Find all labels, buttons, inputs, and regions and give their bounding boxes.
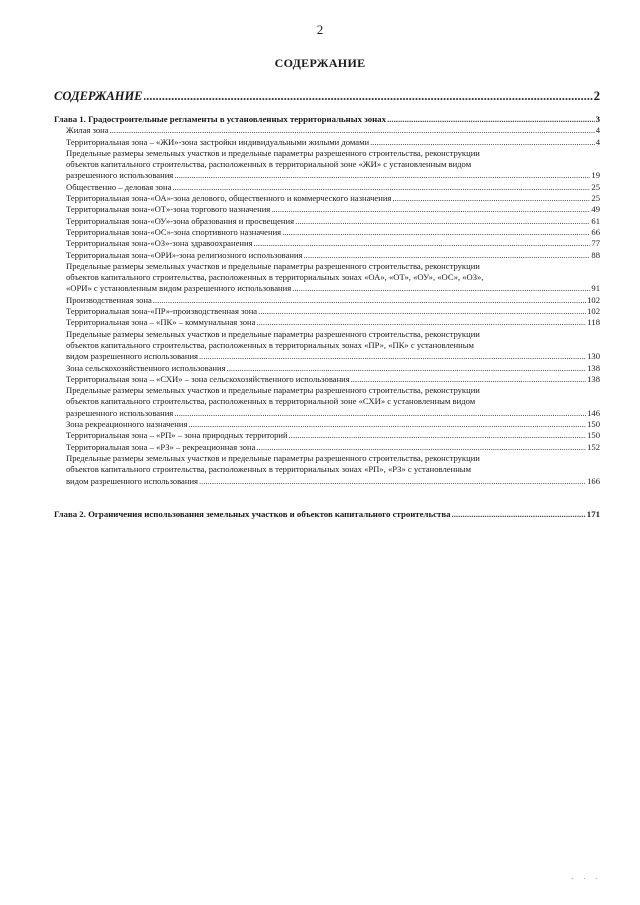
- toc-entry[interactable]: [54, 193, 600, 204]
- toc-entry-title: Территориальная зона – «ПК» – коммунальная зона: [66, 317, 256, 328]
- toc-entry[interactable]: [54, 182, 600, 193]
- toc-entry-page: 138: [587, 362, 600, 373]
- toc-entry-last-line: [66, 283, 600, 294]
- toc-entry-page: 77: [591, 238, 600, 249]
- toc-entry-line: объектов капитального строительства, расположенных в территориальной зоне «СХИ» с установленным видом: [66, 396, 476, 407]
- toc-entry-line: объектов капитального строительства, расположенных в территориальных зонах «РП», «РЗ» с установленным: [66, 464, 472, 475]
- toc-main-page: 2: [593, 89, 600, 103]
- dot-leader: [254, 238, 591, 249]
- toc-entry-title: Территориальная зона-«ОС»-зона спортивного назначения: [66, 226, 282, 237]
- dot-leader: [452, 509, 586, 520]
- toc-chapter-2[interactable]: [54, 509, 600, 520]
- toc-chapter-1[interactable]: [54, 114, 600, 125]
- toc-entry-last-line: [66, 351, 600, 362]
- toc-entry[interactable]: [54, 306, 600, 317]
- toc-entry-title: Территориальная зона-«ОРИ»-зона религиозного использования: [66, 249, 303, 260]
- toc-entry-title: разрешенного использования: [66, 170, 174, 181]
- dot-leader: [174, 170, 590, 181]
- dot-leader: [153, 295, 586, 306]
- toc-entry-page: 91: [591, 283, 600, 294]
- toc-entry[interactable]: [54, 238, 600, 249]
- toc-entry-title: Территориальная зона-«ОТ»-зона торгового назначения: [66, 204, 271, 215]
- toc-entry-title: Территориальная зона – «РЗ» – рекреационная зона: [66, 441, 256, 452]
- dot-leader: [256, 317, 586, 328]
- toc-chapter-1-title: Глава 1. Градостроительные регламенты в установленных территориальных зонах: [54, 114, 386, 124]
- toc-entry-line: Предельные размеры земельных участков и предельные параметры разрешенного строительства, реконструкции: [66, 328, 480, 339]
- toc-entry-page: 25: [591, 181, 600, 192]
- toc-entry-page: 146: [587, 407, 600, 418]
- dot-leader: [199, 351, 586, 362]
- page-number: 2: [316, 22, 324, 37]
- toc-entry-page: 61: [591, 215, 600, 226]
- toc-entry[interactable]: [54, 125, 600, 136]
- dot-leader: [295, 216, 590, 227]
- toc-entry-title: Жилая зона: [66, 125, 109, 136]
- toc-entry-line: Предельные размеры земельных участков и предельные параметры разрешенного строительства, реконструкции: [66, 147, 480, 158]
- toc-entry[interactable]: [54, 227, 600, 238]
- toc-entry-line: объектов капитального строительства, расположенных в территориальной зоне «ЖИ» с установленным видом: [66, 159, 472, 170]
- dot-leader: [199, 476, 586, 487]
- toc-entry-page: 88: [591, 249, 600, 260]
- toc-entry-page: 138: [587, 373, 600, 384]
- toc-entry[interactable]: [54, 295, 600, 306]
- toc-entry[interactable]: [54, 204, 600, 215]
- table-of-contents: [54, 88, 600, 520]
- toc-entry-page: 166: [587, 475, 600, 486]
- toc-entry[interactable]: [54, 442, 600, 453]
- toc-entry-page: 150: [587, 430, 600, 441]
- toc-entry[interactable]: [54, 250, 600, 261]
- toc-entry-line: Предельные размеры земельных участков и предельные параметры разрешенного строительства, реконструкции: [66, 452, 480, 463]
- toc-chapter-2-title: Глава 2. Ограничения использования земельных участков и объектов капитального строительства: [54, 508, 451, 519]
- toc-chapter-1-page: 3: [595, 114, 600, 124]
- toc-entry-title: Зона рекреационного назначения: [66, 419, 188, 430]
- toc-entry[interactable]: [54, 137, 600, 148]
- toc-entry-page: 19: [591, 170, 600, 181]
- toc-entry[interactable]: [54, 216, 600, 227]
- dot-leader: [289, 430, 586, 441]
- toc-entry-line: объектов капитального строительства, расположенных в территориальных зонах «ОА», «ОТ», «ОУ», «ОС», «ОЗ»,: [66, 272, 484, 283]
- toc-entry-last-line: [66, 408, 600, 419]
- toc-entry-title: видом разрешенного использования: [66, 475, 199, 486]
- toc-entry-multiline[interactable]: [54, 261, 600, 295]
- dot-leader: [392, 193, 590, 204]
- toc-entry-title: Территориальная зона-«ОА»-зона делового, общественного и коммерческого назначения: [66, 193, 392, 204]
- toc-entry-multiline[interactable]: [54, 453, 600, 487]
- toc-chapter-2-page: 171: [586, 508, 600, 519]
- toc-entries: [54, 125, 600, 487]
- toc-entry-page: 150: [587, 419, 600, 430]
- toc-entry-title: видом разрешенного использования: [66, 351, 199, 362]
- toc-entry-page: 25: [591, 193, 600, 204]
- toc-entry-last-line: [66, 170, 600, 181]
- dot-leader: [370, 137, 595, 148]
- toc-entry-title: Территориальная зона – «СХИ» – зона сельскохозяйственного использования: [66, 373, 350, 384]
- toc-entry-page: 4: [595, 125, 600, 136]
- dot-leader: [258, 306, 586, 317]
- dot-leader: [188, 419, 586, 430]
- toc-entry-page: 66: [591, 226, 600, 237]
- toc-entry-line: Предельные размеры земельных участков и предельные параметры разрешенного строительства, реконструкции: [66, 385, 480, 396]
- toc-entry-line: объектов капитального строительства, расположенных в территориальных зонах «ПР», «ПК» с установленным: [66, 339, 474, 350]
- dot-leader: [282, 227, 590, 238]
- toc-entry[interactable]: [54, 419, 600, 430]
- toc-entry-page: 152: [587, 441, 600, 452]
- toc-entry-title: Территориальная зона-«ОЗ»-зона здравоохранения: [66, 238, 253, 249]
- toc-entry-multiline[interactable]: [54, 385, 600, 419]
- toc-main-title: СОДЕРЖАНИЕ: [54, 89, 143, 103]
- dot-leader: [172, 182, 590, 193]
- toc-entry-page: 102: [587, 306, 600, 317]
- toc-entry-page: 4: [595, 136, 600, 147]
- toc-entry-title: Производственная зона: [66, 294, 152, 305]
- toc-entry-title: Территориальная зона-«ОУ»-зона образования и просвещения: [66, 215, 295, 226]
- dot-leader: [110, 125, 595, 136]
- document-title: СОДЕРЖАНИЕ: [274, 56, 366, 70]
- toc-entry-title: «ОРИ» с установленным видом разрешенного использования: [66, 283, 292, 294]
- toc-entry-line: Предельные размеры земельных участков и предельные параметры разрешенного строительства, реконструкции: [66, 260, 480, 271]
- toc-entry-title: Территориальная зона – «ЖИ»-зона застройки индивидуальными жилыми домами: [66, 136, 370, 147]
- scan-mark: · · ·: [571, 875, 602, 883]
- toc-entry-page: 118: [587, 317, 600, 328]
- toc-entry-page: 102: [587, 294, 600, 305]
- toc-entry-title: Территориальная зона-«ПР»-производственная зона: [66, 306, 258, 317]
- toc-entry-title: разрешенного использования: [66, 407, 174, 418]
- toc-entry[interactable]: [54, 430, 600, 441]
- dot-leader: [271, 204, 590, 215]
- dot-leader: [227, 363, 587, 374]
- toc-entry-title: Территориальная зона – «РП» – зона природных территорий: [66, 430, 288, 441]
- toc-entry-page: 130: [587, 351, 600, 362]
- toc-entry[interactable]: [54, 363, 600, 374]
- toc-entry-last-line: [66, 476, 600, 487]
- toc-entry-multiline[interactable]: [54, 148, 600, 182]
- toc-entry[interactable]: [54, 374, 600, 385]
- dot-leader: [292, 283, 590, 294]
- toc-entry-title: Общественно – деловая зона: [66, 181, 172, 192]
- dot-leader: [174, 408, 586, 419]
- toc-entry-multiline[interactable]: [54, 329, 600, 363]
- dot-leader: [351, 374, 586, 385]
- dot-leader: [144, 88, 593, 104]
- toc-entry-page: 49: [591, 204, 600, 215]
- toc-entry[interactable]: [54, 317, 600, 328]
- toc-main-entry[interactable]: [54, 88, 600, 104]
- dot-leader: [304, 250, 591, 261]
- dot-leader: [256, 442, 586, 453]
- dot-leader: [387, 114, 595, 125]
- toc-entry-title: Зона сельскохозяйственного использования: [66, 362, 226, 373]
